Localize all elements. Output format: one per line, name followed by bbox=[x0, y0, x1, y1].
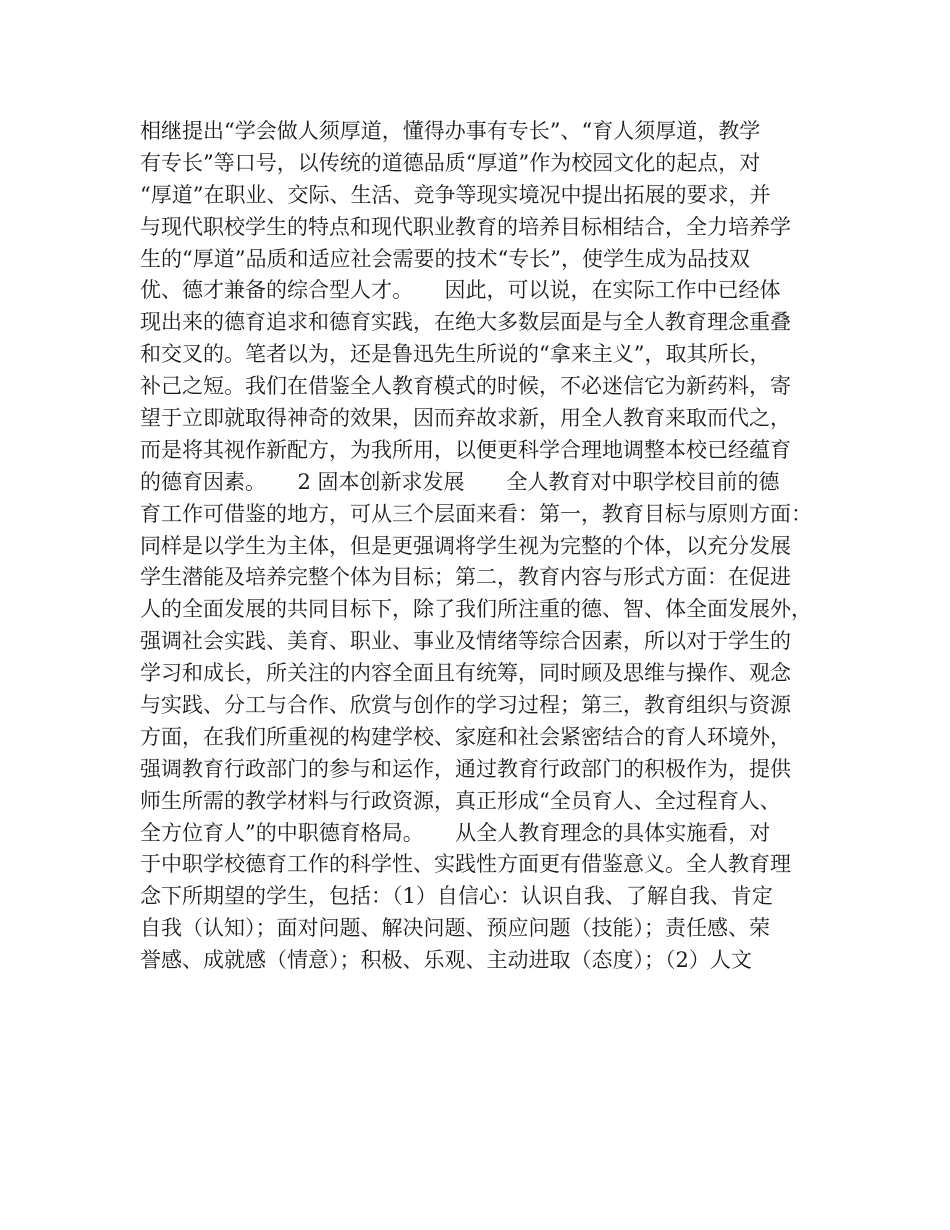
text-line: 誉感、成就感（情意）；积极、乐观、主动进取（态度）；（2）人文 bbox=[140, 948, 752, 973]
text-line: 人的全面发展的共同目标下，除了我们所注重的德、智、体全面发展外， bbox=[140, 597, 812, 622]
text-line: 优、德才兼备的综合型人才。 因此，可以说，在实际工作中已经体 bbox=[140, 278, 781, 303]
text-line: 全方位育人”的中职德育格局。 从全人教育理念的具体实施看，对 bbox=[140, 820, 771, 845]
text-line: 念下所期望的学生，包括：（1）自信心：认识自我、了解自我、肯定 bbox=[140, 884, 773, 909]
text-line: 自我（认知）；面对问题、解决问题、预应问题（技能）；责任感、荣 bbox=[140, 916, 770, 941]
text-line: 师生所需的教学材料与行政资源，真正形成“全员育人、全过程育人、 bbox=[140, 788, 781, 813]
text-line: 而是将其视作新配方，为我所用，以便更科学合理地调整本校已经蕴育 bbox=[140, 437, 791, 462]
text-line: 相继提出“学会做人须厚道，懂得办事有专长”、“育人须厚道，教学 bbox=[140, 119, 761, 143]
text-line: 与实践、分工与合作、欣赏与创作的学习过程；第三，教育组织与资源 bbox=[140, 693, 791, 718]
text-line: 学生潜能及培养完整个体为目标；第二，教育内容与形式方面：在促进 bbox=[140, 565, 791, 590]
text-line: 育工作可借鉴的地方，可从三个层面来看：第一，教育目标与原则方面： bbox=[140, 501, 812, 526]
text-line: 有专长”等口号，以传统的道德品质“厚道”作为校园文化的起点，对 bbox=[140, 150, 761, 175]
text-line: 强调教育行政部门的参与和运作，通过教育行政部门的积极作为，提供 bbox=[140, 756, 791, 781]
text-line: 于中职学校德育工作的科学性、实践性方面更有借鉴意义。全人教育理 bbox=[140, 852, 791, 877]
text-line: 学习和成长，所关注的内容全面且有统筹，同时顾及思维与操作、观念 bbox=[140, 661, 791, 686]
text-line: 强调社会实践、美育、职业、事业及情绪等综合因素，所以对于学生的 bbox=[140, 629, 791, 654]
text-line: “厚道”在职业、交际、生活、竞争等现实境况中提出拓展的要求，并 bbox=[140, 182, 771, 207]
text-line: 现出来的德育追求和德育实践，在绝大多数层面是与全人教育理念重叠 bbox=[140, 310, 791, 335]
text-line: 和交叉的。笔者以为，还是鲁迅先生所说的“拿来主义”，取其所长， bbox=[140, 342, 771, 367]
text-line: 同样是以学生为主体，但是更强调将学生视为完整的个体，以充分发展 bbox=[140, 533, 791, 558]
text-line: 生的“厚道”品质和适应社会需要的技术“专长”，使学生成为品技双 bbox=[140, 246, 750, 271]
text-line: 的德育因素。 2 固本创新求发展 全人教育对中职学校目前的德 bbox=[140, 469, 780, 494]
text-line: 望于立即就取得神奇的效果，因而弃故求新，用全人教育来取而代之， bbox=[140, 406, 791, 431]
text-line: 与现代职校学生的特点和现代职业教育的培养目标相结合，全力培养学 bbox=[140, 214, 791, 239]
text-line: 方面，在我们所重视的构建学校、家庭和社会紧密结合的育人环境外， bbox=[140, 724, 791, 749]
body-text bbox=[140, 116, 830, 977]
text-line: 补己之短。我们在借鉴全人教育模式的时候，不必迷信它为新药料，寄 bbox=[140, 374, 791, 399]
